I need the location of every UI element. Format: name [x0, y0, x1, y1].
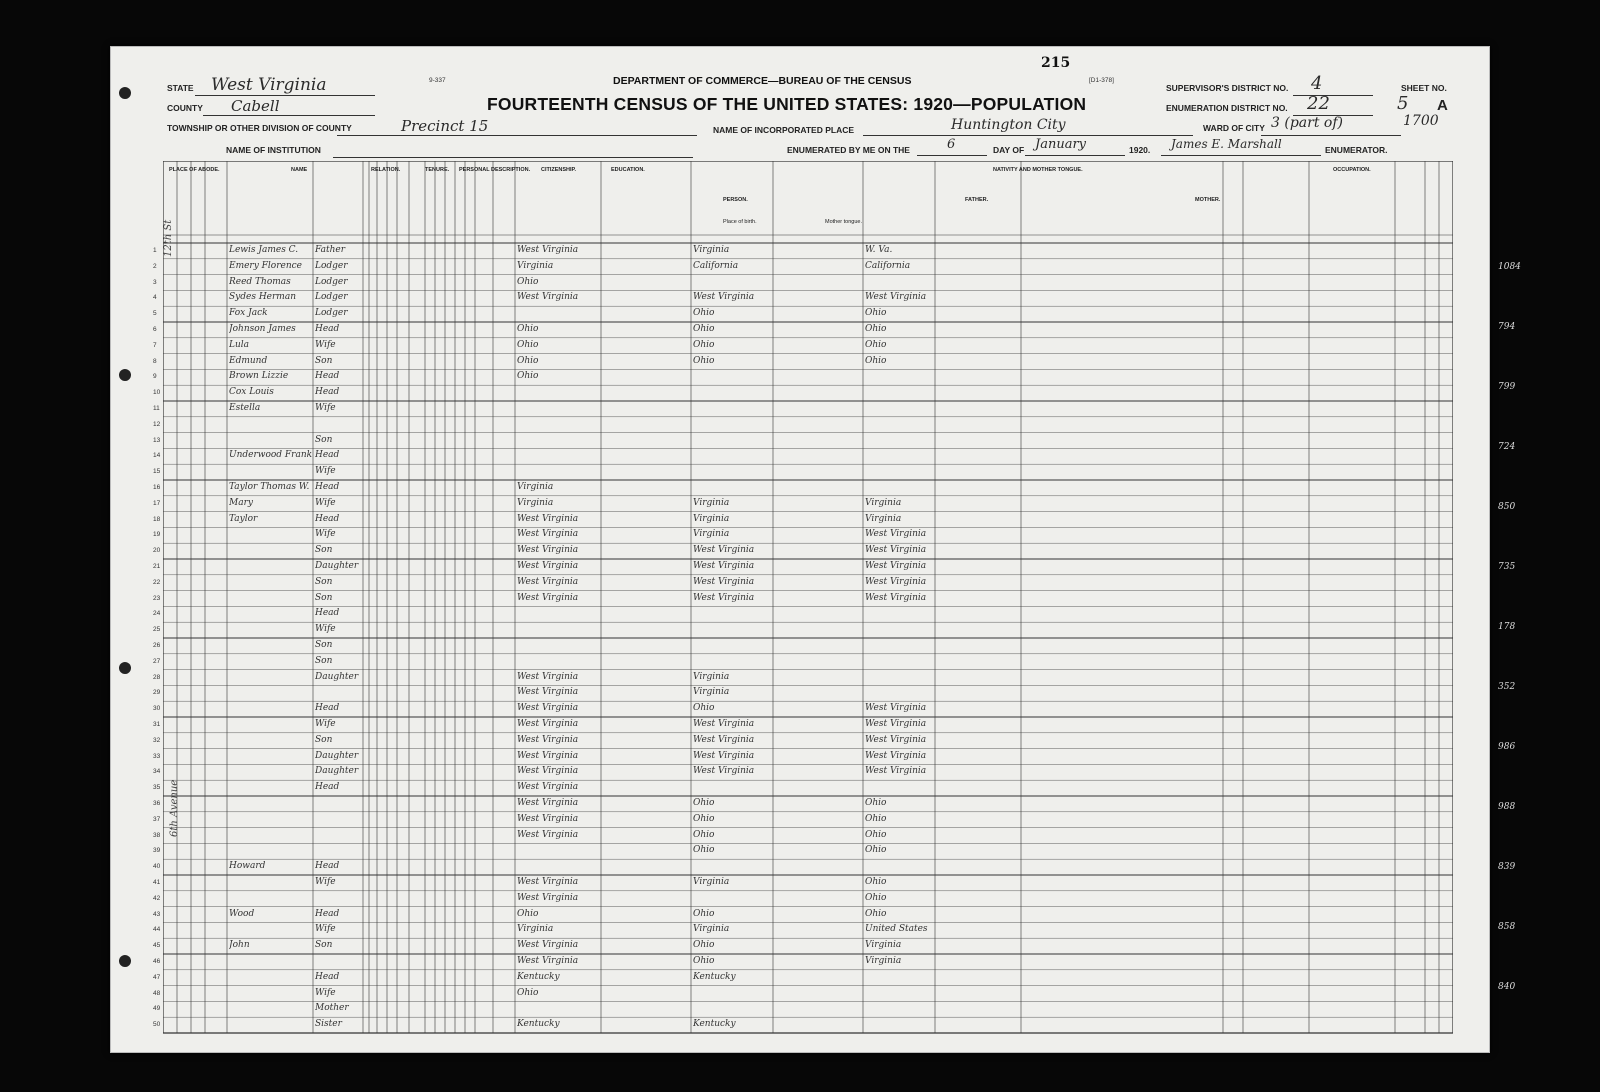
line-number: 15	[153, 468, 161, 476]
row-birthplace: Ohio	[517, 324, 539, 334]
enumerator-name: James E. Marshall	[1171, 137, 1282, 151]
row-mother-birthplace: West Virginia	[865, 766, 927, 777]
header-place-of-birth: Place of birth.	[723, 219, 757, 225]
edge-number: 735	[1498, 562, 1516, 572]
row-relation: Daughter	[315, 750, 359, 761]
row-name: Estella	[229, 403, 261, 413]
header-person: PERSON.	[723, 197, 748, 203]
punch-hole	[119, 955, 131, 967]
header-nativity: NATIVITY AND MOTHER TONGUE.	[993, 167, 1083, 173]
line-number: 6	[153, 326, 157, 333]
row-father-birthplace: West Virginia	[693, 719, 755, 729]
row-father-birthplace: West Virginia	[693, 561, 755, 571]
row-birthplace: West Virginia	[517, 766, 579, 777]
line-number: 14	[153, 452, 161, 460]
row-name: Johnson James	[229, 324, 296, 334]
line-number: 45	[153, 942, 161, 950]
row-birthplace: West Virginia	[517, 245, 579, 255]
row-father-birthplace: Virginia	[693, 497, 730, 508]
row-birthplace: West Virginia	[517, 592, 579, 603]
row-father-birthplace: Ohio	[693, 324, 715, 334]
row-relation: Lodger	[315, 276, 348, 287]
line-number: 25	[153, 626, 161, 634]
enumerated-month: January	[1035, 137, 1087, 152]
row-name: John	[229, 940, 250, 951]
stamp-number: 215	[1041, 55, 1071, 71]
line-number: 30	[153, 705, 161, 713]
row-relation: Sister	[315, 1019, 342, 1030]
row-birthplace: Ohio	[517, 276, 539, 287]
edge-number: 986	[1498, 742, 1516, 752]
header-abode: PLACE OF ABODE.	[169, 167, 220, 173]
row-mother-birthplace: Ohio	[865, 829, 887, 840]
row-relation: Head	[315, 608, 340, 619]
header-mother: MOTHER.	[1195, 197, 1221, 203]
row-name: Lewis James C.	[229, 245, 299, 255]
row-name: Emery Florence	[229, 260, 303, 271]
row-mother-birthplace: Virginia	[865, 956, 902, 966]
row-relation: Head	[315, 482, 340, 492]
row-birthplace: West Virginia	[517, 292, 579, 303]
row-birthplace: West Virginia	[517, 892, 579, 903]
row-father-birthplace: Virginia	[693, 687, 730, 698]
row-mother-birthplace: United States	[865, 924, 928, 935]
line-number: 3	[153, 278, 157, 286]
row-relation: Head	[315, 971, 340, 982]
ward-label: WARD OF CITY	[1203, 123, 1265, 133]
row-birthplace: West Virginia	[517, 513, 579, 524]
row-birthplace: West Virginia	[517, 750, 579, 761]
edge-number: 850	[1498, 502, 1516, 512]
line-number: 34	[153, 768, 161, 776]
row-birthplace: West Virginia	[517, 671, 579, 682]
enumerated-day: 6	[947, 137, 956, 152]
row-name: Mary	[229, 497, 253, 508]
row-birthplace: West Virginia	[517, 561, 579, 571]
row-name: Fox Jack	[229, 308, 268, 319]
row-father-birthplace: West Virginia	[693, 576, 755, 587]
punch-hole	[119, 369, 131, 381]
line-number: 12	[153, 420, 161, 428]
row-relation: Wife	[315, 877, 336, 887]
row-birthplace: West Virginia	[517, 782, 579, 793]
line-number: 46	[153, 958, 161, 965]
state-label: STATE	[167, 83, 194, 93]
row-name: Underwood Frank	[229, 450, 313, 461]
row-birthplace: Kentucky	[517, 971, 560, 982]
line-number: 7	[153, 341, 157, 349]
row-mother-birthplace: West Virginia	[865, 750, 927, 761]
row-relation: Son	[315, 640, 333, 650]
row-mother-birthplace: West Virginia	[865, 529, 927, 540]
margin-note: 6th Avenue	[169, 779, 180, 837]
row-father-birthplace: Ohio	[693, 798, 715, 808]
ward-value: 3 (part of)	[1271, 115, 1343, 131]
row-father-birthplace: West Virginia	[693, 545, 755, 556]
day-of-label: DAY OF	[993, 145, 1025, 155]
line-number: 19	[153, 531, 161, 539]
line-number: 5	[153, 310, 157, 318]
row-father-birthplace: Kentucky	[693, 971, 736, 982]
form-number: 9-337	[429, 77, 446, 84]
line-number: 17	[153, 499, 161, 507]
row-father-birthplace: Ohio	[693, 703, 715, 714]
row-father-birthplace: West Virginia	[693, 292, 755, 303]
row-father-birthplace: Ohio	[693, 813, 715, 824]
line-number: 13	[153, 436, 161, 444]
row-father-birthplace: California	[693, 260, 739, 271]
row-relation: Head	[315, 387, 340, 398]
row-father-birthplace: Ohio	[693, 956, 715, 966]
sheet-label: SHEET NO.	[1401, 83, 1447, 93]
row-relation: Wife	[315, 403, 336, 413]
institution-label: NAME OF INSTITUTION	[226, 145, 321, 155]
row-relation: Son	[315, 940, 333, 951]
line-number: 48	[153, 989, 161, 997]
row-birthplace: West Virginia	[517, 703, 579, 714]
row-mother-birthplace: Ohio	[865, 339, 887, 350]
census-sheet	[110, 46, 1490, 1053]
header-personal: PERSONAL DESCRIPTION.	[459, 167, 531, 173]
line-number: 35	[153, 784, 161, 792]
row-relation: Son	[315, 592, 333, 603]
year-label: 1920.	[1129, 145, 1151, 155]
line-number: 41	[153, 879, 161, 886]
row-birthplace: West Virginia	[517, 576, 579, 587]
row-relation: Head	[315, 861, 340, 872]
line-number: 38	[153, 831, 161, 839]
row-relation: Lodger	[315, 260, 348, 271]
line-number: 24	[153, 610, 161, 618]
row-relation: Head	[315, 371, 340, 382]
row-birthplace: West Virginia	[517, 545, 579, 556]
census-ledger	[153, 161, 1453, 1036]
row-father-birthplace: Virginia	[693, 245, 730, 255]
row-birthplace: West Virginia	[517, 877, 579, 887]
row-father-birthplace: Kentucky	[693, 1019, 736, 1030]
row-relation: Wife	[315, 466, 336, 477]
line-number: 50	[153, 1021, 161, 1029]
enumerated-label: ENUMERATED BY ME ON THE	[787, 145, 910, 155]
row-mother-birthplace: Ohio	[865, 324, 887, 334]
row-father-birthplace: Ohio	[693, 940, 715, 951]
row-mother-birthplace: West Virginia	[865, 576, 927, 587]
row-father-birthplace: West Virginia	[693, 750, 755, 761]
row-relation: Son	[315, 434, 333, 445]
edge-number: 724	[1498, 442, 1516, 452]
row-mother-birthplace: West Virginia	[865, 592, 927, 603]
line-number: 20	[153, 547, 161, 555]
row-mother-birthplace: California	[865, 260, 911, 271]
line-number: 40	[153, 863, 161, 871]
line-number: 23	[153, 594, 161, 602]
line-number: 21	[153, 563, 161, 570]
line-number: 18	[153, 515, 161, 523]
row-birthplace: Virginia	[517, 482, 554, 492]
edge-number: 352	[1498, 682, 1516, 692]
line-number: 47	[153, 973, 161, 981]
row-relation: Daughter	[315, 561, 359, 571]
punch-hole	[119, 87, 131, 99]
row-mother-birthplace: West Virginia	[865, 561, 927, 571]
line-number: 32	[153, 736, 161, 744]
line-number: 4	[153, 294, 157, 302]
sheet-letter: A	[1437, 97, 1448, 114]
row-name: Reed Thomas	[229, 276, 291, 287]
row-father-birthplace: Ohio	[693, 355, 715, 366]
edge-number: 858	[1498, 922, 1516, 932]
township-label: TOWNSHIP OR OTHER DIVISION OF COUNTY	[167, 123, 352, 133]
row-mother-birthplace: West Virginia	[865, 703, 927, 714]
form-code: [D1-378]	[1089, 77, 1114, 84]
row-mother-birthplace: West Virginia	[865, 292, 927, 303]
line-number: 16	[153, 484, 161, 491]
edge-number: 988	[1498, 802, 1516, 812]
row-mother-birthplace: Virginia	[865, 513, 902, 524]
line-number: 26	[153, 642, 161, 649]
edge-number: 840	[1498, 982, 1516, 992]
row-relation: Son	[315, 576, 333, 587]
row-birthplace: Virginia	[517, 497, 554, 508]
row-father-birthplace: Virginia	[693, 513, 730, 524]
row-relation: Daughter	[315, 671, 359, 682]
row-father-birthplace: Ohio	[693, 829, 715, 840]
edge-number: 178	[1498, 622, 1516, 632]
row-relation: Wife	[315, 497, 336, 508]
line-number: 2	[153, 262, 157, 270]
row-mother-birthplace: West Virginia	[865, 719, 927, 729]
row-mother-birthplace: Ohio	[865, 308, 887, 319]
row-mother-birthplace: Ohio	[865, 798, 887, 808]
incorporated-label: NAME OF INCORPORATED PLACE	[713, 125, 855, 135]
row-name: Taylor	[229, 513, 258, 524]
row-relation: Head	[315, 324, 340, 334]
row-name: Brown Lizzie	[229, 371, 289, 382]
edge-number: 1084	[1498, 262, 1521, 272]
row-mother-birthplace: Ohio	[865, 908, 887, 919]
row-father-birthplace: West Virginia	[693, 766, 755, 777]
supervisor-label: SUPERVISOR'S DISTRICT NO.	[1166, 83, 1289, 93]
row-relation: Son	[315, 355, 333, 366]
header-relation: RELATION.	[371, 167, 401, 173]
row-birthplace: West Virginia	[517, 940, 579, 951]
row-relation: Head	[315, 908, 340, 919]
margin-note: 12th St	[163, 219, 174, 257]
row-father-birthplace: Virginia	[693, 671, 730, 682]
row-birthplace: Virginia	[517, 260, 554, 271]
header-tenure: TENURE.	[425, 167, 450, 173]
row-relation: Head	[315, 513, 340, 524]
row-birthplace: West Virginia	[517, 529, 579, 540]
census-title: FOURTEENTH CENSUS OF THE UNITED STATES: 1920—POPULATION	[487, 94, 1087, 114]
row-relation: Daughter	[315, 766, 359, 777]
row-father-birthplace: Ohio	[693, 845, 715, 856]
row-name: Howard	[229, 861, 266, 872]
supervisor-value: 4	[1311, 73, 1323, 94]
row-relation: Wife	[315, 987, 336, 998]
row-father-birthplace: Virginia	[693, 877, 730, 887]
row-birthplace: West Virginia	[517, 719, 579, 729]
row-father-birthplace: Ohio	[693, 308, 715, 319]
row-birthplace: Ohio	[517, 339, 539, 350]
row-name: Lula	[229, 339, 250, 350]
row-relation: Head	[315, 450, 340, 461]
row-birthplace: Virginia	[517, 924, 554, 935]
line-number: 42	[153, 894, 161, 902]
edge-number: 839	[1498, 862, 1516, 872]
line-number: 33	[153, 752, 161, 760]
line-number: 10	[153, 389, 161, 397]
punch-hole	[119, 662, 131, 674]
row-name: Edmund	[229, 355, 268, 366]
enum-district-value: 22	[1307, 93, 1330, 114]
line-number: 49	[153, 1005, 161, 1013]
row-mother-birthplace: Virginia	[865, 940, 902, 951]
state-value: West Virginia	[211, 75, 327, 95]
row-birthplace: West Virginia	[517, 734, 579, 745]
line-number: 27	[153, 657, 161, 665]
enumerator-label: ENUMERATOR.	[1325, 145, 1388, 155]
row-relation: Wife	[315, 339, 336, 350]
line-number: 31	[153, 721, 161, 728]
row-mother-birthplace: Ohio	[865, 355, 887, 366]
row-father-birthplace: West Virginia	[693, 734, 755, 745]
line-number: 9	[153, 373, 157, 381]
line-number: 11	[153, 405, 160, 412]
line-number: 1	[153, 247, 157, 254]
row-birthplace: Ohio	[517, 371, 539, 382]
row-relation: Wife	[315, 529, 336, 540]
row-mother-birthplace: Ohio	[865, 877, 887, 887]
row-mother-birthplace: Virginia	[865, 497, 902, 508]
county-label: COUNTY	[167, 103, 203, 113]
row-relation: Son	[315, 655, 333, 666]
row-birthplace: West Virginia	[517, 813, 579, 824]
row-name: Taylor Thomas W.	[229, 482, 310, 492]
line-number: 8	[153, 357, 157, 365]
row-relation: Father	[315, 245, 346, 255]
edge-number: 794	[1498, 322, 1516, 332]
edge-number: 799	[1498, 382, 1516, 392]
header-citizenship: CITIZENSHIP.	[541, 167, 577, 173]
line-number: 43	[153, 910, 161, 918]
row-mother-birthplace: West Virginia	[865, 545, 927, 556]
row-father-birthplace: Virginia	[693, 924, 730, 935]
line-number: 39	[153, 847, 161, 855]
row-name: Cox Louis	[229, 387, 274, 398]
header-occupation: OCCUPATION.	[1333, 167, 1371, 173]
row-relation: Wife	[315, 624, 336, 635]
line-number: 37	[153, 815, 161, 823]
sheet-number: 5	[1397, 93, 1409, 114]
row-relation: Lodger	[315, 292, 348, 303]
line-number: 44	[153, 926, 161, 934]
row-mother-birthplace: Ohio	[865, 813, 887, 824]
row-relation: Son	[315, 734, 333, 745]
row-relation: Mother	[315, 1003, 349, 1014]
row-father-birthplace: Virginia	[693, 529, 730, 540]
row-mother-birthplace: West Virginia	[865, 734, 927, 745]
county-value: Cabell	[231, 97, 280, 115]
line-number: 22	[153, 578, 161, 586]
row-birthplace: West Virginia	[517, 687, 579, 698]
row-birthplace: West Virginia	[517, 956, 579, 966]
header-name: NAME	[291, 167, 308, 173]
line-number: 28	[153, 673, 161, 681]
header-mother-tongue: Mother tongue.	[825, 219, 862, 225]
row-birthplace: Ohio	[517, 355, 539, 366]
row-father-birthplace: Ohio	[693, 339, 715, 350]
row-birthplace: Kentucky	[517, 1019, 560, 1030]
line-number: 36	[153, 800, 161, 807]
row-birthplace: Ohio	[517, 908, 539, 919]
department-heading: DEPARTMENT OF COMMERCE—BUREAU OF THE CENSUS	[613, 75, 912, 87]
row-mother-birthplace: W. Va.	[865, 245, 893, 255]
header-education: EDUCATION.	[611, 167, 645, 173]
township-value: Precinct 15	[401, 117, 489, 135]
row-relation: Wife	[315, 719, 336, 729]
row-relation: Head	[315, 782, 340, 793]
header-father: FATHER.	[965, 197, 989, 203]
row-birthplace: West Virginia	[517, 798, 579, 808]
row-name: Wood	[229, 908, 255, 919]
line-number: 29	[153, 689, 161, 697]
row-relation: Wife	[315, 924, 336, 935]
row-relation: Lodger	[315, 308, 348, 319]
ward-extra: 1700	[1403, 113, 1439, 129]
row-mother-birthplace: Ohio	[865, 845, 887, 856]
row-relation: Head	[315, 703, 340, 714]
row-father-birthplace: West Virginia	[693, 592, 755, 603]
row-relation: Son	[315, 545, 333, 556]
row-birthplace: West Virginia	[517, 829, 579, 840]
enum-district-label: ENUMERATION DISTRICT NO.	[1166, 103, 1288, 113]
row-mother-birthplace: Ohio	[865, 892, 887, 903]
row-birthplace: Ohio	[517, 987, 539, 998]
incorporated-value: Huntington City	[951, 117, 1066, 133]
row-father-birthplace: Ohio	[693, 908, 715, 919]
row-name: Sydes Herman	[229, 292, 296, 303]
